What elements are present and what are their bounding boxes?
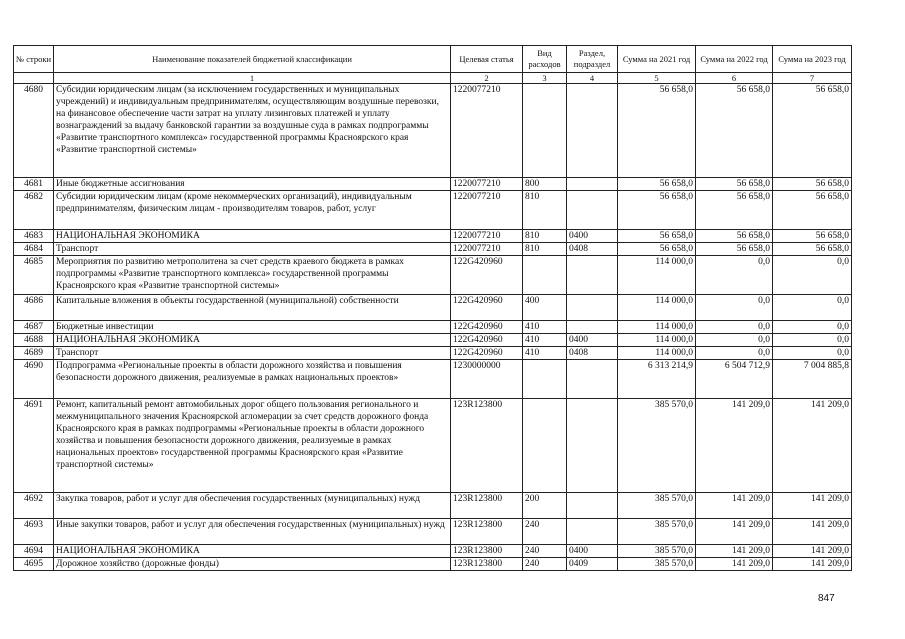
- table-row: [14, 558, 852, 571]
- indicator-name: Ремонт, капитальный ремонт автомобильных дорог общего пользования регионального и межмуниципального значения Красноярской агломерации за счет средств дорожного фонда Красноярского края в рамках подпрограммы «Региональные проекты в области дорожного хозяйства и повышения безопасности дорожного движения, реализуемые в рамках национальных проектов» государственной программы Красноярского края «Развитие транспортной системы»: [54, 399, 451, 493]
- indicator-name: Мероприятия по развитию метрополитена за счет средств краевого бюджета в рамках подпрограммы «Развитие транспортного комплекса» государственной программы Красноярского края «Развитие транспортной системы»: [54, 256, 451, 295]
- sum-2021: 385 570,0: [618, 558, 696, 571]
- sum-2023: 0,0: [773, 321, 852, 334]
- expense-type: 410: [523, 334, 567, 347]
- row-number: 4687: [14, 321, 54, 334]
- table-row: [14, 519, 852, 545]
- sum-2022: 56 658,0: [696, 230, 773, 243]
- sum-2022: 0,0: [696, 334, 773, 347]
- sum-2021: 114 000,0: [618, 256, 696, 295]
- section-code: 0400: [567, 230, 618, 243]
- section-code: 0400: [567, 545, 618, 558]
- sum-2023: 141 209,0: [773, 545, 852, 558]
- target-article: 1220077210: [451, 230, 523, 243]
- header-sum-2023: Сумма на 2023 год: [773, 46, 852, 73]
- expense-type: 240: [523, 545, 567, 558]
- sum-2022: 0,0: [696, 347, 773, 360]
- expense-type: 240: [523, 558, 567, 571]
- sum-2023: 7 004 885,8: [773, 360, 852, 399]
- sum-2022: 0,0: [696, 295, 773, 321]
- expense-type: [523, 399, 567, 493]
- column-number: 2: [451, 73, 523, 84]
- sum-2023: 141 209,0: [773, 558, 852, 571]
- row-number: 4690: [14, 360, 54, 399]
- header-row-no: № строки: [14, 46, 54, 73]
- sum-2022: 56 658,0: [696, 84, 773, 178]
- sum-2022: 0,0: [696, 321, 773, 334]
- sum-2023: 0,0: [773, 347, 852, 360]
- header-code: Целевая статья: [451, 46, 523, 73]
- section-code: [567, 321, 618, 334]
- table-row: [14, 243, 852, 256]
- row-number: 4685: [14, 256, 54, 295]
- table-row: [14, 178, 852, 191]
- sum-2023: 56 658,0: [773, 191, 852, 230]
- expense-type: 810: [523, 243, 567, 256]
- indicator-name: Иные закупки товаров, работ и услуг для обеспечения государственных (муниципальных) нужд: [54, 519, 451, 545]
- row-number: 4688: [14, 334, 54, 347]
- sum-2022: 56 658,0: [696, 178, 773, 191]
- sum-2023: 141 209,0: [773, 399, 852, 493]
- target-article: 122G420960: [451, 295, 523, 321]
- sum-2021: 114 000,0: [618, 321, 696, 334]
- sum-2022: 6 504 712,9: [696, 360, 773, 399]
- expense-type: 410: [523, 347, 567, 360]
- expense-type: [523, 84, 567, 178]
- header-razdel: Раздел, подраздел: [567, 46, 618, 73]
- indicator-name: НАЦИОНАЛЬНАЯ ЭКОНОМИКА: [54, 230, 451, 243]
- expense-type: 200: [523, 493, 567, 519]
- target-article: 123R123800: [451, 545, 523, 558]
- row-number: 4682: [14, 191, 54, 230]
- budget-table: [13, 45, 852, 571]
- sum-2021: 114 000,0: [618, 334, 696, 347]
- sum-2022: 141 209,0: [696, 399, 773, 493]
- sum-2021: 56 658,0: [618, 84, 696, 178]
- section-code: [567, 295, 618, 321]
- row-number: 4683: [14, 230, 54, 243]
- target-article: 122G420960: [451, 347, 523, 360]
- sum-2022: 141 209,0: [696, 493, 773, 519]
- header-sum-2022: Сумма на 2022 год: [696, 46, 773, 73]
- row-number: 4680: [14, 84, 54, 178]
- table-row: [14, 295, 852, 321]
- table-row: [14, 545, 852, 558]
- column-number: 7: [773, 73, 852, 84]
- header-name: Наименование показателей бюджетной классификации: [54, 46, 451, 73]
- sum-2021: 114 000,0: [618, 347, 696, 360]
- target-article: 1220077210: [451, 191, 523, 230]
- sum-2023: 56 658,0: [773, 230, 852, 243]
- target-article: 123R123800: [451, 399, 523, 493]
- table-row: [14, 256, 852, 295]
- header-vid: Вид расходов: [523, 46, 567, 73]
- row-number: 4681: [14, 178, 54, 191]
- sum-2023: 0,0: [773, 295, 852, 321]
- header-sum-2021: Сумма на 2021 год: [618, 46, 696, 73]
- indicator-name: НАЦИОНАЛЬНАЯ ЭКОНОМИКА: [54, 545, 451, 558]
- table-row: [14, 84, 852, 178]
- sum-2022: 56 658,0: [696, 243, 773, 256]
- indicator-name: Дорожное хозяйство (дорожные фонды): [54, 558, 451, 571]
- indicator-name: Иные бюджетные ассигнования: [54, 178, 451, 191]
- target-article: 123R123800: [451, 519, 523, 545]
- section-code: 0409: [567, 558, 618, 571]
- sum-2022: 141 209,0: [696, 558, 773, 571]
- sum-2023: 141 209,0: [773, 493, 852, 519]
- column-number: [14, 73, 54, 84]
- section-code: [567, 178, 618, 191]
- target-article: 1230000000: [451, 360, 523, 399]
- indicator-name: Транспорт: [54, 347, 451, 360]
- section-code: 0408: [567, 347, 618, 360]
- sum-2021: 56 658,0: [618, 243, 696, 256]
- indicator-name: Закупка товаров, работ и услуг для обеспечения государственных (муниципальных) нужд: [54, 493, 451, 519]
- expense-type: [523, 360, 567, 399]
- column-number: 6: [696, 73, 773, 84]
- target-article: 1220077210: [451, 243, 523, 256]
- sum-2021: 56 658,0: [618, 191, 696, 230]
- indicator-name: Субсидии юридическим лицам (за исключением государственных и муниципальных учреждений) и индивидуальным предпринимателям, осуществляющим воздушные перевозки, на финансовое обеспечение части затрат на уплату лизинговых платежей и уплату вознаграждений за выдачу банковской гарантии за воздушные суда в рамках подпрограммы «Развитие транспортного комплекса» государственной программы Красноярского края «Развитие транспортной системы»: [54, 84, 451, 178]
- column-number: 4: [567, 73, 618, 84]
- sum-2021: 6 313 214,9: [618, 360, 696, 399]
- row-number: 4692: [14, 493, 54, 519]
- sum-2022: 56 658,0: [696, 191, 773, 230]
- target-article: 1220077210: [451, 178, 523, 191]
- row-number: 4695: [14, 558, 54, 571]
- row-number: 4693: [14, 519, 54, 545]
- sum-2021: 385 570,0: [618, 519, 696, 545]
- target-article: 122G420960: [451, 334, 523, 347]
- column-number: 5: [618, 73, 696, 84]
- sum-2023: 141 209,0: [773, 519, 852, 545]
- section-code: [567, 493, 618, 519]
- sum-2022: 141 209,0: [696, 519, 773, 545]
- expense-type: 810: [523, 230, 567, 243]
- expense-type: 400: [523, 295, 567, 321]
- page-number: 847: [818, 593, 835, 604]
- row-number: 4689: [14, 347, 54, 360]
- column-numbers-row: [14, 73, 852, 84]
- sum-2021: 114 000,0: [618, 295, 696, 321]
- sum-2022: 141 209,0: [696, 545, 773, 558]
- table-row: [14, 334, 852, 347]
- table-row: [14, 321, 852, 334]
- sum-2023: 0,0: [773, 256, 852, 295]
- expense-type: [523, 256, 567, 295]
- target-article: 123R123800: [451, 558, 523, 571]
- section-code: 0408: [567, 243, 618, 256]
- expense-type: 410: [523, 321, 567, 334]
- indicator-name: НАЦИОНАЛЬНАЯ ЭКОНОМИКА: [54, 334, 451, 347]
- sum-2023: 56 658,0: [773, 243, 852, 256]
- table-row: [14, 399, 852, 493]
- section-code: [567, 399, 618, 493]
- indicator-name: Подпрограмма «Региональные проекты в области дорожного хозяйства и повышения безопасности дорожного движения, реализуемые в рамках национальных проектов»: [54, 360, 451, 399]
- target-article: 123R123800: [451, 493, 523, 519]
- sum-2023: 56 658,0: [773, 84, 852, 178]
- target-article: 1220077210: [451, 84, 523, 178]
- section-code: [567, 519, 618, 545]
- sum-2021: 385 570,0: [618, 493, 696, 519]
- row-number: 4691: [14, 399, 54, 493]
- table-row: [14, 493, 852, 519]
- indicator-name: Капитальные вложения в объекты государственной (муниципальной) собственности: [54, 295, 451, 321]
- target-article: 122G420960: [451, 321, 523, 334]
- row-number: 4694: [14, 545, 54, 558]
- sum-2021: 56 658,0: [618, 230, 696, 243]
- sum-2023: 0,0: [773, 334, 852, 347]
- row-number: 4684: [14, 243, 54, 256]
- sum-2022: 0,0: [696, 256, 773, 295]
- target-article: 122G420960: [451, 256, 523, 295]
- table-row: [14, 347, 852, 360]
- indicator-name: Субсидии юридическим лицам (кроме некоммерческих организаций), индивидуальным предпринимателям, физическим лицам - производителям товаров, работ, услуг: [54, 191, 451, 230]
- table-row: [14, 191, 852, 230]
- table-row: [14, 360, 852, 399]
- section-code: [567, 360, 618, 399]
- sum-2021: 385 570,0: [618, 545, 696, 558]
- section-code: 0400: [567, 334, 618, 347]
- row-number: 4686: [14, 295, 54, 321]
- column-number: 3: [523, 73, 567, 84]
- section-code: [567, 84, 618, 178]
- expense-type: 800: [523, 178, 567, 191]
- column-number: 1: [54, 73, 451, 84]
- indicator-name: Бюджетные инвестиции: [54, 321, 451, 334]
- table-row: [14, 230, 852, 243]
- header-row: [14, 46, 852, 73]
- expense-type: 810: [523, 191, 567, 230]
- section-code: [567, 191, 618, 230]
- expense-type: 240: [523, 519, 567, 545]
- indicator-name: Транспорт: [54, 243, 451, 256]
- section-code: [567, 256, 618, 295]
- sum-2021: 385 570,0: [618, 399, 696, 493]
- sum-2021: 56 658,0: [618, 178, 696, 191]
- sum-2023: 56 658,0: [773, 178, 852, 191]
